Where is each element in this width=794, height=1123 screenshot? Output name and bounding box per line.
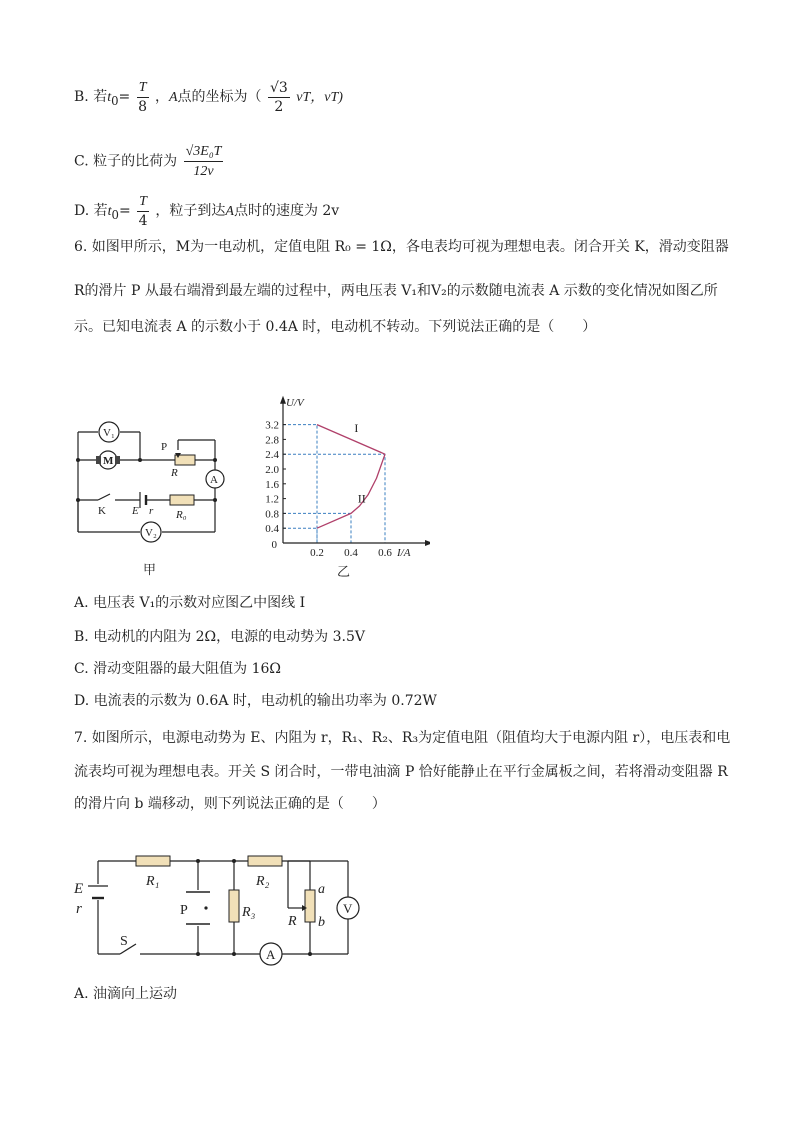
- option-d: D. 若$t_0=$ $\frac{T}{4}$ ，粒子到达A点时的速度为 2v: [74, 194, 340, 229]
- resistor-r1: [136, 856, 170, 866]
- guide-line-0: [283, 425, 317, 543]
- svg-text:S: S: [120, 934, 128, 949]
- svg-text:a: a: [318, 882, 325, 897]
- origin-label: 0: [271, 539, 277, 551]
- y-tick-label: 2.0: [265, 464, 279, 476]
- fraction-sqrt3-over-2: $\frac{√3}{2}$: [269, 79, 288, 115]
- q6-option-b: B. 电动机的内阻为 2Ω，电源的电动势为 3.5V: [74, 629, 365, 645]
- x-axis-label: I/A: [397, 547, 411, 559]
- svg-text:R₀: R₀: [176, 509, 187, 521]
- svg-text:R₃: R₃: [242, 905, 256, 920]
- circuit-diagram-q7: [70, 846, 370, 971]
- circuit-diagram-jia: [70, 410, 250, 580]
- x-tick-label: 0.2: [310, 547, 324, 559]
- series-label-II: II: [357, 491, 366, 506]
- q6-option-c: C. 滑动变阻器的最大阻值为 16Ω: [74, 661, 281, 677]
- x-tick-label: 0.6: [378, 547, 392, 559]
- svg-text:E: E: [132, 505, 139, 517]
- svg-text:R: R: [288, 914, 297, 929]
- svg-text:A: A: [266, 947, 276, 962]
- option-c: C. 粒子的比荷为 $\frac{\text{√3E₀T}}{12v}$: [74, 144, 222, 179]
- svg-text:A: A: [210, 474, 218, 486]
- resistor-r3: [229, 890, 239, 922]
- figure-caption-yi: 乙: [337, 564, 351, 579]
- q7-line-2: 流表均可视为理想电表。开关 S 闭合时，一带电油滴 P 恰好能静止在平行金属板之间，若将滑动变阻器 R: [74, 764, 728, 780]
- series-line-I: [317, 425, 385, 455]
- q6-option-a: A. 电压表 V₁的示数对应图乙中图线 I: [74, 595, 306, 611]
- q6-line-3: 示。已知电流表 A 的示数小于 0.4A 时，电动机不转动。下列说法正确的是（ ）: [74, 319, 597, 335]
- y-tick-label: 0.4: [265, 523, 279, 536]
- fraction-t-over-8: $\frac{T}{8}$: [138, 80, 148, 115]
- y-tick-label: 3.2: [265, 419, 279, 432]
- fraction-t-over-4: $\frac{T}{4}$: [138, 194, 148, 229]
- y-tick-label: 2.8: [265, 434, 279, 447]
- resistor-r2: [248, 856, 282, 866]
- y-tick-label: 2.4: [265, 449, 279, 462]
- svg-text:K: K: [98, 505, 106, 517]
- svg-text:b: b: [318, 915, 325, 930]
- svg-text:P: P: [180, 903, 188, 918]
- y-tick-label: 1.2: [265, 493, 279, 506]
- option-b: B. 若$t_0=$ $\frac{T}{8}$ ，A点的坐标为（ $\frac{√3}{2}$ vT，vT): [74, 79, 343, 115]
- svg-text:R₂: R₂: [256, 874, 270, 889]
- svg-text:V₁: V₁: [103, 427, 115, 439]
- q7-option-a: A. 油滴向上运动: [74, 986, 178, 1002]
- y-axis-label: U/V: [286, 396, 304, 409]
- svg-text:P: P: [161, 441, 168, 453]
- x-tick-label: 0.4: [344, 547, 358, 559]
- fraction-charge-mass-ratio: $\frac{\text{√3E₀T}}{12v}$: [185, 144, 222, 179]
- q7-line-1: 7. 如图所示，电源电动势为 E、内阻为 r，R₁、R₂、R₃为定值电阻（阻值均大于电源内阻 r），电压表和电: [74, 730, 731, 746]
- q6-line-2: R的滑片 P 从最右端滑到最左端的过程中，两电压表 V₁和V₂的示数随电流表 A 示数的变化情况如图乙所: [74, 283, 718, 299]
- guide-line-3: [283, 528, 317, 543]
- q6-line-1: 6. 如图甲所示，M为一电动机，定值电阻 R₀ = 1Ω，各电表均可视为理想电表。闭合开关 K，滑动变阻器: [74, 239, 729, 255]
- y-tick-label: 1.6: [265, 478, 279, 491]
- u-i-graph: [250, 378, 430, 578]
- q6-option-d: D. 电流表的示数为 0.6A 时，电动机的输出功率为 0.72W: [74, 693, 437, 709]
- svg-text:R₁: R₁: [146, 874, 160, 889]
- figure-caption-jia: 甲: [143, 562, 157, 577]
- y-tick-label: 0.8: [265, 508, 279, 521]
- svg-text:M: M: [103, 455, 114, 467]
- svg-text:V: V: [343, 901, 353, 916]
- series-label-I: I: [354, 421, 359, 435]
- svg-text:r: r: [76, 901, 82, 917]
- q7-line-3: 的滑片向 b 端移动，则下列说法正确的是（ ）: [74, 796, 386, 812]
- guide-line-1: [283, 454, 385, 543]
- resistor-r0: [170, 495, 194, 505]
- x-axis-arrow: [425, 540, 430, 546]
- svg-text:V₂: V₂: [145, 527, 157, 539]
- svg-text:r: r: [149, 505, 154, 517]
- svg-text:R: R: [171, 467, 178, 479]
- rheostat-r: [305, 890, 315, 922]
- svg-text:E: E: [74, 881, 84, 897]
